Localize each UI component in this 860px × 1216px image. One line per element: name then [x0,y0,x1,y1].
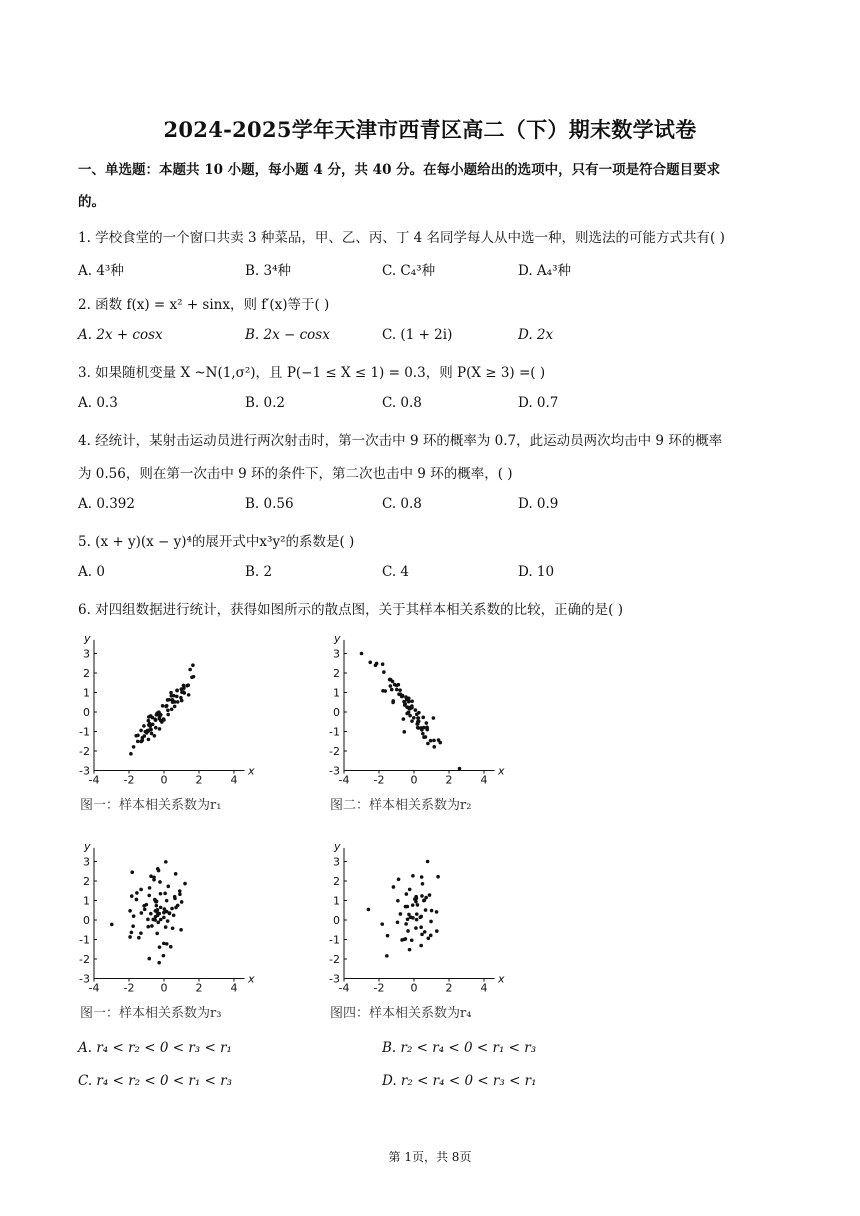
scatter-point [130,894,134,898]
scatter-point [163,892,167,896]
q5-option-c: C. 4 [382,564,410,580]
scatter-point [158,727,162,731]
scatter-point [188,668,192,672]
scatter-point [406,917,410,921]
y-tick-label: 2 [333,875,340,888]
y-tick-label: 1 [83,686,90,700]
scatter-point [422,726,426,730]
scatter-point [142,724,146,728]
y-tick-label: -1 [79,933,90,947]
scatter-point [395,688,399,692]
scatter-point [435,929,439,933]
scatter-point [426,860,430,864]
scatter-point [412,716,416,720]
y-tick-label: 1 [333,894,340,908]
scatter-point [389,684,393,688]
q4-option-d: D. 0.9 [518,496,559,512]
scatter-point [423,930,427,934]
scatter-point [420,894,424,898]
q4-option-c: C. 0.8 [382,496,422,512]
scatter-point [130,870,134,874]
scatter-point [162,954,166,958]
scatter-point [398,688,402,692]
scatter-point [386,934,390,938]
scatter-point [149,912,153,916]
scatter-point [162,916,166,920]
scatter-point [388,678,392,682]
scatter-point [409,915,413,919]
scatter-point [174,872,178,876]
scatter-point [169,945,173,949]
scatter-point [153,898,157,902]
scatter-point [399,692,403,696]
q2-option-b: B. 2x − cosx [245,327,330,343]
scatter-point [425,721,429,725]
scatter-point [134,734,138,738]
scatter-point [419,925,423,929]
scatter-point [155,713,159,717]
scatter-point [430,909,434,913]
scatter-point [154,915,158,919]
scatter-point [175,689,179,693]
scatter-point [396,899,400,903]
q2-stem: 2. 函数 f(x) = x² + sinx，则 f′(x)等于( ) [78,297,330,313]
y-axis-label: y [84,839,91,853]
scatter-point [158,880,162,884]
q2-option-a: A. 2x + cosx [78,327,163,343]
y-tick-label: 0 [83,706,90,719]
scatter-point [130,931,134,935]
scatter-point [432,739,436,743]
q2-option-d: D. 2x [518,327,554,343]
x-axis-label: x [248,764,255,778]
scatter-point [150,732,154,736]
page-title: 2024-2025学年天津市西青区高二（下）期末数学试卷 [163,117,697,142]
y-tick-label: -2 [329,953,340,966]
scatter-point [135,891,139,895]
scatter-point [414,926,418,930]
x-tick-label: 0 [160,981,168,995]
q5-stem: 5. (x + y)(x − y)⁴的展开式中x³y²的系数是( ) [78,534,355,550]
scatter-point [166,885,170,889]
scatter-point [192,675,196,679]
q2-option-c: C. (1 + 2i) [382,327,453,343]
scatter-point [410,699,414,703]
scatter-point [416,903,420,907]
scatter-point [132,745,136,749]
scatter-point [397,877,401,881]
x-tick-label: 4 [230,773,238,787]
scatter-point [402,730,406,734]
scatter-point [164,925,168,929]
q5-option-d: D. 10 [518,564,555,580]
scatter-point [408,888,412,892]
scatter-point [404,905,408,909]
scatter-point [407,710,411,714]
scatter-point [144,730,148,734]
scatter-point [383,689,387,693]
scatter-point [380,922,384,926]
scatter-point [415,912,419,916]
y-tick-label: -2 [79,953,90,966]
scatter-point [172,913,176,917]
x-tick-label: 2 [195,773,203,787]
x-tick-label: 2 [445,981,453,995]
scatter-point [415,918,419,922]
y-tick-label: -3 [329,764,340,778]
scatter-point [416,726,420,730]
scatter-point [435,910,439,914]
y-axis-label: y [334,631,341,645]
scatter-point [159,918,163,922]
scatter-point [408,714,412,718]
scatter-point [166,919,170,923]
q1-option-a: A. 4³种 [78,263,124,279]
scatter-point [416,722,420,726]
scatter-point [157,961,161,965]
x-tick-label: -4 [88,981,100,995]
scatter-point [146,925,150,929]
scatter-point [408,948,412,952]
y-tick-label: -1 [79,725,90,739]
scatter-point [165,899,169,903]
q1-stem: 1. 学校食堂的一个窗口共卖 3 种菜品，甲、乙、丙、丁 4 名同学每人从中选一种，则选法的可能方式共有( ) [78,230,725,246]
scatter-point [150,924,154,928]
scatter-point [424,908,428,912]
scatter-point [156,921,160,925]
scatter-point [419,944,423,948]
q1-option-c: C. C₄³种 [382,263,436,279]
scatter-point [385,954,389,958]
scatter-point [429,934,433,938]
scatter-point [151,723,155,727]
q4-stem-line1: 4. 经统计，某射击运动员进行两次射击时，第一次击中 9 环的概率为 0.7，此运动员两次均击中 9 环的概率 [78,433,723,449]
y-tick-label: -2 [79,745,90,758]
scatter-point [143,908,147,912]
x-axis-label: x [498,764,505,778]
scatter-point [422,735,426,739]
q4-stem-line2: 为 0.56，则在第一次击中 9 环的条件下，第二次也击中 9 环的概率，( ) [78,466,513,482]
scatter-point [436,875,440,879]
y-tick-label: 2 [83,667,90,680]
scatter-point [139,931,143,935]
q6-option-d: D. r₂ < r₄ < 0 < r₃ < r₁ [382,1073,537,1089]
scatter-point [404,922,408,926]
scatter-point [178,889,182,893]
scatter-point [139,888,143,892]
x-tick-label: 4 [230,981,238,995]
scatter-point [164,860,168,864]
y-tick-label: 0 [333,914,340,927]
scatter-point [158,945,162,949]
x-axis-label: x [498,972,505,986]
scatter-point [429,739,433,743]
scatter-point [162,717,166,721]
scatter-point [396,920,400,924]
scatter-point [411,903,415,907]
scatter-point [413,897,417,901]
scatter-point [110,923,114,927]
scatter-point [180,687,184,691]
plot-caption-1: 图一：样本相关系数为r₁ [80,798,222,813]
scatter-point [360,652,364,656]
scatter-point [390,688,394,692]
y-tick-label: -3 [79,972,90,986]
scatter-point [132,914,136,918]
scatter-point [414,708,418,712]
scatter-point [410,706,414,710]
scatter-point [410,938,414,942]
x-tick-label: -2 [373,981,385,995]
y-tick-label: 0 [333,706,340,719]
q5-option-b: B. 2 [245,564,273,580]
scatter-point [180,699,184,703]
scatter-point [420,875,424,879]
q1-option-d: D. A₄³种 [518,263,571,279]
scatter-point [368,660,372,664]
scatter-point [420,933,424,937]
scatter-point [180,900,184,904]
scatter-point [136,740,140,744]
scatter-point [410,719,414,723]
y-tick-label: 3 [333,647,340,661]
scatter-point [137,936,141,940]
scatter-point [405,892,409,896]
scatter-point [375,662,379,666]
scatter-point [147,894,151,898]
scatter-point [170,907,174,911]
scatter-point [162,942,166,946]
scatter-point [404,937,408,941]
scatter-point [147,719,151,723]
scatter-point [400,938,404,942]
y-tick-label: -2 [329,745,340,758]
scatter-point [155,904,159,908]
scatter-point [187,693,191,697]
scatter-point [139,729,143,733]
scatter-point [173,700,177,704]
scatter-point [178,892,182,896]
scatter-point [418,915,422,919]
scatter-point [426,937,430,941]
y-tick-label: -3 [329,972,340,986]
scatter-point [159,892,163,896]
scatter-point [171,926,175,930]
scatter-point [156,867,160,871]
scatter-point [395,684,399,688]
x-tick-label: -2 [373,773,385,787]
scatter-point [158,715,162,719]
q1-option-b: B. 3⁴种 [245,263,292,279]
scatter-point [152,876,156,880]
x-tick-label: -4 [88,773,100,787]
scatter-point [145,903,149,907]
scatter-point [438,741,442,745]
q3-option-c: C. 0.8 [382,395,422,411]
scatter-point [185,684,189,688]
scatter-point [399,912,403,916]
q6-option-a: A. r₄ < r₂ < 0 < r₃ < r₁ [78,1040,232,1056]
scatter-point [402,717,406,721]
y-tick-label: -3 [79,764,90,778]
scatter-point [166,713,170,717]
plot-caption-2: 图二：样本相关系数为r₂ [330,798,472,813]
scatter-point [421,882,425,886]
scatter-point [417,711,421,715]
scatter-plot-3 [78,836,268,996]
x-tick-label: 4 [480,981,488,995]
scatter-point [148,886,152,890]
scatter-point [367,908,371,912]
scatter-point [135,898,139,902]
scatter-point [416,716,420,720]
scatter-point [432,716,436,720]
scatter-point [426,742,430,746]
q6-stem: 6. 对四组数据进行统计，获得如图所示的散点图，关于其样本相关系数的比较，正确的是( ) [78,602,623,618]
scatter-point [432,745,436,749]
scatter-point [140,911,144,915]
x-tick-label: -4 [338,981,350,995]
scatter-point [404,695,408,699]
y-tick-label: 3 [83,647,90,661]
scatter-point [161,704,165,708]
plot-caption-4: 图四：样本相关系数为r₄ [330,1006,472,1021]
x-tick-label: 0 [410,773,418,787]
y-tick-label: 2 [333,667,340,680]
scatter-point [147,715,151,719]
scatter-point [170,694,174,698]
y-axis-label: y [84,631,91,645]
x-tick-label: -2 [123,981,135,995]
scatter-point [147,738,151,742]
scatter-point [428,893,432,897]
scatter-point [406,929,410,933]
scatter-point [381,662,385,666]
y-tick-label: 3 [83,855,90,869]
scatter-point [168,912,172,916]
scatter-point [131,924,135,928]
q6-option-c: C. r₄ < r₂ < 0 < r₁ < r₃ [78,1073,233,1089]
scatter-point [191,663,195,667]
y-tick-label: -1 [329,725,340,739]
section-heading-line2: 的。 [78,194,105,210]
x-tick-label: 2 [445,773,453,787]
scatter-point [153,918,157,922]
scatter-point [403,703,407,707]
scatter-plot-1 [78,628,268,788]
plot-caption-3: 图一：样本相关系数为r₃ [80,1006,222,1021]
scatter-point [147,723,151,727]
q3-option-d: D. 0.7 [518,395,559,411]
x-tick-label: 0 [410,981,418,995]
scatter-point [407,706,411,710]
scatter-point [173,705,177,709]
y-tick-label: 1 [333,686,340,700]
y-tick-label: 2 [83,875,90,888]
scatter-point [166,698,170,702]
scatter-point [154,726,158,730]
x-axis-label: x [248,972,255,986]
x-tick-label: -4 [338,773,350,787]
scatter-point [147,957,151,961]
scatter-point [176,904,180,908]
scatter-point [170,707,174,711]
scatter-point [423,898,427,902]
scatter-point [391,701,395,705]
y-axis-label: y [334,839,341,853]
x-tick-label: 0 [160,773,168,787]
scatter-point [382,670,386,674]
y-tick-label: 3 [333,855,340,869]
scatter-point [146,918,150,922]
scatter-point [153,734,157,738]
scatter-point [166,708,170,712]
q6-option-b: B. r₂ < r₄ < 0 < r₁ < r₃ [382,1040,537,1056]
scatter-point [140,739,144,743]
scatter-plot-2 [328,628,518,788]
x-tick-label: 2 [195,981,203,995]
scatter-point [128,935,132,939]
scatter-point [421,732,425,736]
scatter-point [157,912,161,916]
scatter-point [183,882,187,886]
scatter-plot-4 [328,836,518,996]
x-tick-label: -2 [123,773,135,787]
y-tick-label: -1 [329,933,340,947]
section-heading-line1: 一、单选题：本题共 10 小题，每小题 4 分，共 40 分。在每小题给出的选项中，只有一项是符合题目要求 [78,162,721,178]
scatter-point [128,909,132,913]
scatter-point [151,716,155,720]
q4-option-a: A. 0.392 [78,496,135,512]
scatter-point [425,727,429,731]
page-footer: 第 1页，共 8页 [388,1150,472,1164]
q3-option-a: A. 0.3 [78,395,118,411]
scatter-point [155,932,159,936]
q3-option-b: B. 0.2 [245,395,285,411]
scatter-point [173,895,177,899]
scatter-point [175,695,179,699]
scatter-point [411,874,415,878]
q5-option-a: A. 0 [78,564,105,580]
scatter-point [421,716,425,720]
q3-stem: 3. 如果随机变量 X ~N(1,σ²)，且 P(−1 ≤ X ≤ 1) = 0.3，则 P(X ≥ 3) =( ) [78,365,546,381]
scatter-point [392,885,396,889]
scatter-point [179,928,183,932]
q4-option-b: B. 0.56 [245,496,294,512]
scatter-point [429,920,433,924]
scatter-point [182,684,186,688]
scatter-point [169,691,173,695]
y-tick-label: 1 [83,894,90,908]
scatter-point [458,767,462,771]
scatter-point [129,752,133,756]
y-tick-label: 0 [83,914,90,927]
x-tick-label: 4 [480,773,488,787]
scatter-point [182,691,186,695]
scatter-point [165,704,169,708]
scatter-point [159,906,163,910]
